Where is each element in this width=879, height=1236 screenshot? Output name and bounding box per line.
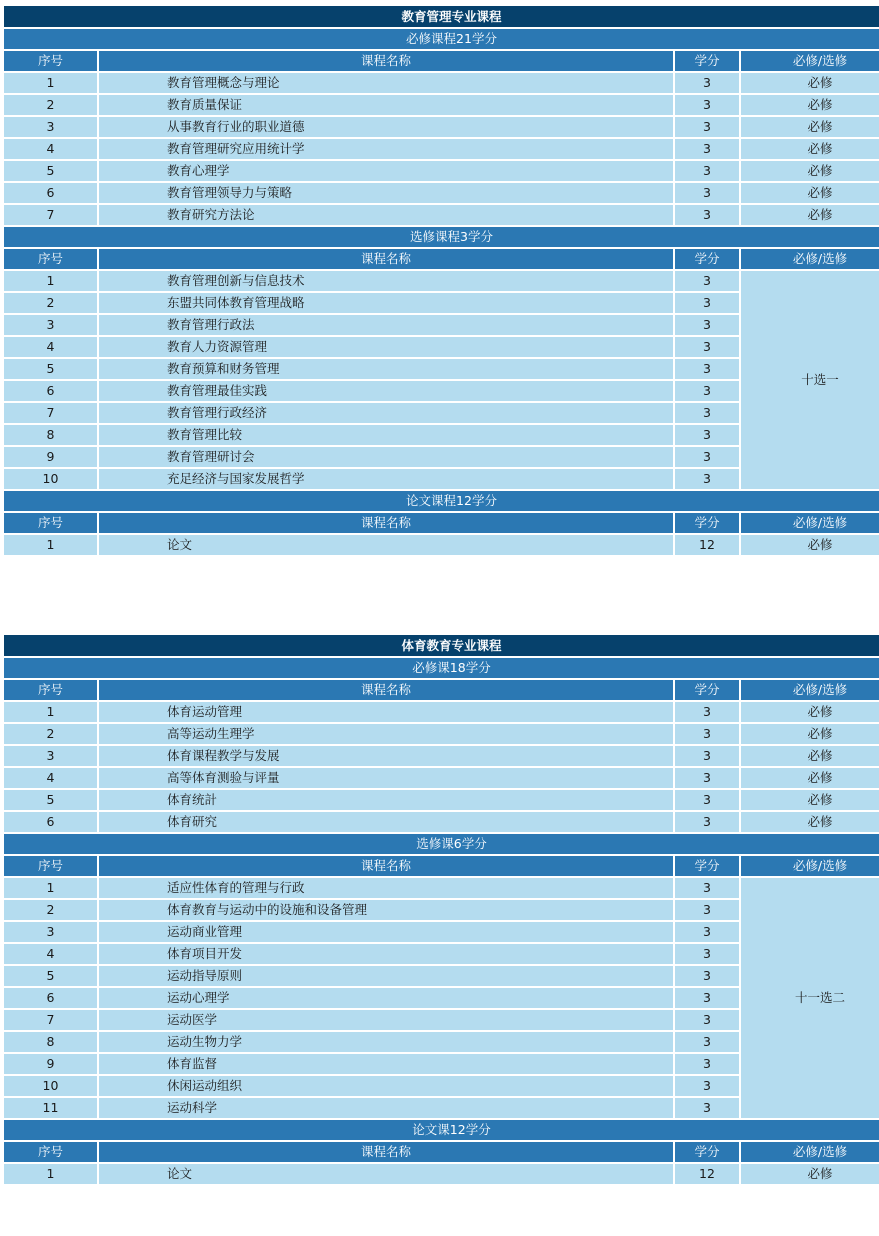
cell-course-name: 教育管理概念与理论 [98, 72, 674, 94]
header-course-name: 课程名称 [98, 855, 674, 877]
cell-course-name: 论文 [98, 534, 674, 556]
table-row [3, 138, 879, 160]
section-title: 选修课程3学分 [3, 226, 879, 248]
section-title: 论文课程12学分 [3, 490, 879, 512]
section-title-row [3, 833, 879, 855]
cell-credit: 3 [674, 358, 740, 380]
cell-credit: 12 [674, 534, 740, 556]
cell-seq: 1 [3, 534, 98, 556]
cell-elective-rule: 十选一 [740, 270, 879, 490]
cell-seq: 1 [3, 270, 98, 292]
table-row [3, 182, 879, 204]
cell-course-name: 体育课程教学与发展 [98, 745, 674, 767]
course-table [2, 4, 879, 557]
cell-type: 必修 [740, 723, 879, 745]
column-header-row [3, 512, 879, 534]
header-credit: 学分 [674, 1141, 740, 1163]
table-row [3, 94, 879, 116]
table-row [3, 745, 879, 767]
table-row [3, 767, 879, 789]
table-row [3, 204, 879, 226]
cell-type: 必修 [740, 182, 879, 204]
header-seq: 序号 [3, 855, 98, 877]
cell-seq: 3 [3, 116, 98, 138]
cell-seq: 10 [3, 468, 98, 490]
cell-seq: 8 [3, 424, 98, 446]
cell-seq: 3 [3, 921, 98, 943]
program-title-row [3, 634, 879, 657]
section-title-row [3, 490, 879, 512]
header-course-name: 课程名称 [98, 248, 674, 270]
cell-course-name: 体育项目开发 [98, 943, 674, 965]
cell-credit: 3 [674, 701, 740, 723]
cell-type: 必修 [740, 116, 879, 138]
table-row [3, 270, 879, 292]
section-title: 选修课6学分 [3, 833, 879, 855]
cell-course-name: 教育管理研究应用统计学 [98, 138, 674, 160]
cell-credit: 3 [674, 1053, 740, 1075]
cell-credit: 3 [674, 1031, 740, 1053]
cell-course-name: 运动生物力学 [98, 1031, 674, 1053]
column-header-row [3, 1141, 879, 1163]
table-row [3, 723, 879, 745]
table-row [3, 160, 879, 182]
program-title-row [3, 5, 879, 28]
cell-course-name: 教育研究方法论 [98, 204, 674, 226]
cell-course-name: 教育管理创新与信息技术 [98, 270, 674, 292]
cell-course-name: 教育管理行政经济 [98, 402, 674, 424]
cell-credit: 3 [674, 138, 740, 160]
cell-seq: 7 [3, 204, 98, 226]
cell-course-name: 体育研究 [98, 811, 674, 833]
cell-course-name: 教育心理学 [98, 160, 674, 182]
cell-credit: 3 [674, 789, 740, 811]
cell-type: 必修 [740, 745, 879, 767]
header-credit: 学分 [674, 248, 740, 270]
program-table-physical-education [2, 633, 875, 1186]
cell-elective-rule: 十一选二 [740, 877, 879, 1119]
cell-credit: 3 [674, 380, 740, 402]
header-type: 必修/选修 [740, 679, 879, 701]
cell-credit: 3 [674, 943, 740, 965]
cell-credit: 3 [674, 182, 740, 204]
cell-seq: 4 [3, 336, 98, 358]
table-row [3, 72, 879, 94]
cell-course-name: 运动指导原则 [98, 965, 674, 987]
cell-seq: 5 [3, 965, 98, 987]
table-row [3, 789, 879, 811]
cell-type: 必修 [740, 72, 879, 94]
cell-type: 必修 [740, 160, 879, 182]
cell-type: 必修 [740, 1163, 879, 1185]
header-type: 必修/选修 [740, 1141, 879, 1163]
cell-credit: 3 [674, 965, 740, 987]
cell-type: 必修 [740, 204, 879, 226]
cell-seq: 6 [3, 987, 98, 1009]
cell-credit: 3 [674, 72, 740, 94]
header-credit: 学分 [674, 855, 740, 877]
table-row [3, 877, 879, 899]
cell-credit: 3 [674, 723, 740, 745]
cell-course-name: 教育质量保证 [98, 94, 674, 116]
cell-seq: 4 [3, 767, 98, 789]
header-type: 必修/选修 [740, 248, 879, 270]
column-header-row [3, 855, 879, 877]
program-table-education-management [2, 4, 875, 557]
cell-type: 必修 [740, 811, 879, 833]
cell-course-name: 运动医学 [98, 1009, 674, 1031]
cell-seq: 4 [3, 138, 98, 160]
cell-course-name: 体育运动管理 [98, 701, 674, 723]
cell-course-name: 体育教育与运动中的设施和设备管理 [98, 899, 674, 921]
header-type: 必修/选修 [740, 50, 879, 72]
cell-seq: 1 [3, 1163, 98, 1185]
column-header-row [3, 248, 879, 270]
table-row [3, 1163, 879, 1185]
cell-credit: 3 [674, 314, 740, 336]
table-row [3, 534, 879, 556]
cell-seq: 11 [3, 1097, 98, 1119]
cell-course-name: 教育管理比较 [98, 424, 674, 446]
cell-credit: 3 [674, 987, 740, 1009]
cell-credit: 3 [674, 899, 740, 921]
cell-course-name: 教育管理研讨会 [98, 446, 674, 468]
header-credit: 学分 [674, 512, 740, 534]
cell-credit: 3 [674, 160, 740, 182]
cell-credit: 3 [674, 446, 740, 468]
cell-type: 必修 [740, 701, 879, 723]
section-title: 必修课18学分 [3, 657, 879, 679]
cell-credit: 3 [674, 402, 740, 424]
cell-type: 必修 [740, 94, 879, 116]
section-title: 论文课12学分 [3, 1119, 879, 1141]
cell-course-name: 运动科学 [98, 1097, 674, 1119]
table-row [3, 811, 879, 833]
cell-seq: 1 [3, 72, 98, 94]
cell-course-name: 高等体育测验与评量 [98, 767, 674, 789]
header-seq: 序号 [3, 248, 98, 270]
cell-course-name: 教育人力资源管理 [98, 336, 674, 358]
cell-seq: 2 [3, 292, 98, 314]
section-title-row [3, 28, 879, 50]
cell-credit: 3 [674, 745, 740, 767]
cell-seq: 1 [3, 701, 98, 723]
cell-seq: 7 [3, 1009, 98, 1031]
cell-credit: 3 [674, 292, 740, 314]
cell-type: 必修 [740, 138, 879, 160]
section-title-row [3, 657, 879, 679]
cell-seq: 5 [3, 789, 98, 811]
cell-seq: 2 [3, 94, 98, 116]
cell-course-name: 教育预算和财务管理 [98, 358, 674, 380]
cell-credit: 3 [674, 270, 740, 292]
program-title: 教育管理专业课程 [3, 5, 879, 28]
cell-seq: 8 [3, 1031, 98, 1053]
cell-type: 必修 [740, 534, 879, 556]
cell-credit: 3 [674, 877, 740, 899]
cell-seq: 7 [3, 402, 98, 424]
cell-seq: 1 [3, 877, 98, 899]
header-type: 必修/选修 [740, 855, 879, 877]
section-title-row [3, 1119, 879, 1141]
cell-seq: 6 [3, 811, 98, 833]
header-seq: 序号 [3, 50, 98, 72]
cell-course-name: 运动商业管理 [98, 921, 674, 943]
cell-type: 必修 [740, 767, 879, 789]
cell-credit: 3 [674, 811, 740, 833]
header-course-name: 课程名称 [98, 512, 674, 534]
cell-credit: 3 [674, 921, 740, 943]
column-header-row [3, 679, 879, 701]
cell-course-name: 体育监督 [98, 1053, 674, 1075]
header-seq: 序号 [3, 512, 98, 534]
cell-course-name: 休闲运动组织 [98, 1075, 674, 1097]
cell-seq: 6 [3, 182, 98, 204]
cell-credit: 3 [674, 1075, 740, 1097]
cell-course-name: 充足经济与国家发展哲学 [98, 468, 674, 490]
cell-seq: 3 [3, 314, 98, 336]
table-row [3, 116, 879, 138]
cell-course-name: 适应性体育的管理与行政 [98, 877, 674, 899]
cell-seq: 6 [3, 380, 98, 402]
cell-seq: 2 [3, 899, 98, 921]
cell-credit: 3 [674, 336, 740, 358]
cell-course-name: 教育管理领导力与策略 [98, 182, 674, 204]
cell-credit: 3 [674, 204, 740, 226]
cell-course-name: 教育管理行政法 [98, 314, 674, 336]
cell-course-name: 论文 [98, 1163, 674, 1185]
cell-seq: 2 [3, 723, 98, 745]
cell-credit: 3 [674, 1097, 740, 1119]
column-header-row [3, 50, 879, 72]
cell-credit: 3 [674, 116, 740, 138]
cell-credit: 3 [674, 94, 740, 116]
section-title: 必修课程21学分 [3, 28, 879, 50]
cell-seq: 5 [3, 160, 98, 182]
cell-credit: 3 [674, 1009, 740, 1031]
cell-course-name: 运动心理学 [98, 987, 674, 1009]
header-type: 必修/选修 [740, 512, 879, 534]
program-title: 体育教育专业课程 [3, 634, 879, 657]
header-seq: 序号 [3, 679, 98, 701]
cell-credit: 3 [674, 468, 740, 490]
header-seq: 序号 [3, 1141, 98, 1163]
cell-type: 必修 [740, 789, 879, 811]
cell-course-name: 体育统計 [98, 789, 674, 811]
cell-course-name: 高等运动生理学 [98, 723, 674, 745]
cell-course-name: 教育管理最佳实践 [98, 380, 674, 402]
cell-seq: 5 [3, 358, 98, 380]
header-course-name: 课程名称 [98, 50, 674, 72]
cell-seq: 9 [3, 1053, 98, 1075]
cell-credit: 3 [674, 767, 740, 789]
header-course-name: 课程名称 [98, 1141, 674, 1163]
cell-seq: 9 [3, 446, 98, 468]
cell-credit: 12 [674, 1163, 740, 1185]
cell-seq: 4 [3, 943, 98, 965]
cell-seq: 10 [3, 1075, 98, 1097]
course-table [2, 633, 879, 1186]
header-credit: 学分 [674, 50, 740, 72]
cell-course-name: 从事教育行业的职业道德 [98, 116, 674, 138]
header-course-name: 课程名称 [98, 679, 674, 701]
header-credit: 学分 [674, 679, 740, 701]
section-title-row [3, 226, 879, 248]
cell-seq: 3 [3, 745, 98, 767]
cell-course-name: 东盟共同体教育管理战略 [98, 292, 674, 314]
table-row [3, 701, 879, 723]
cell-credit: 3 [674, 424, 740, 446]
